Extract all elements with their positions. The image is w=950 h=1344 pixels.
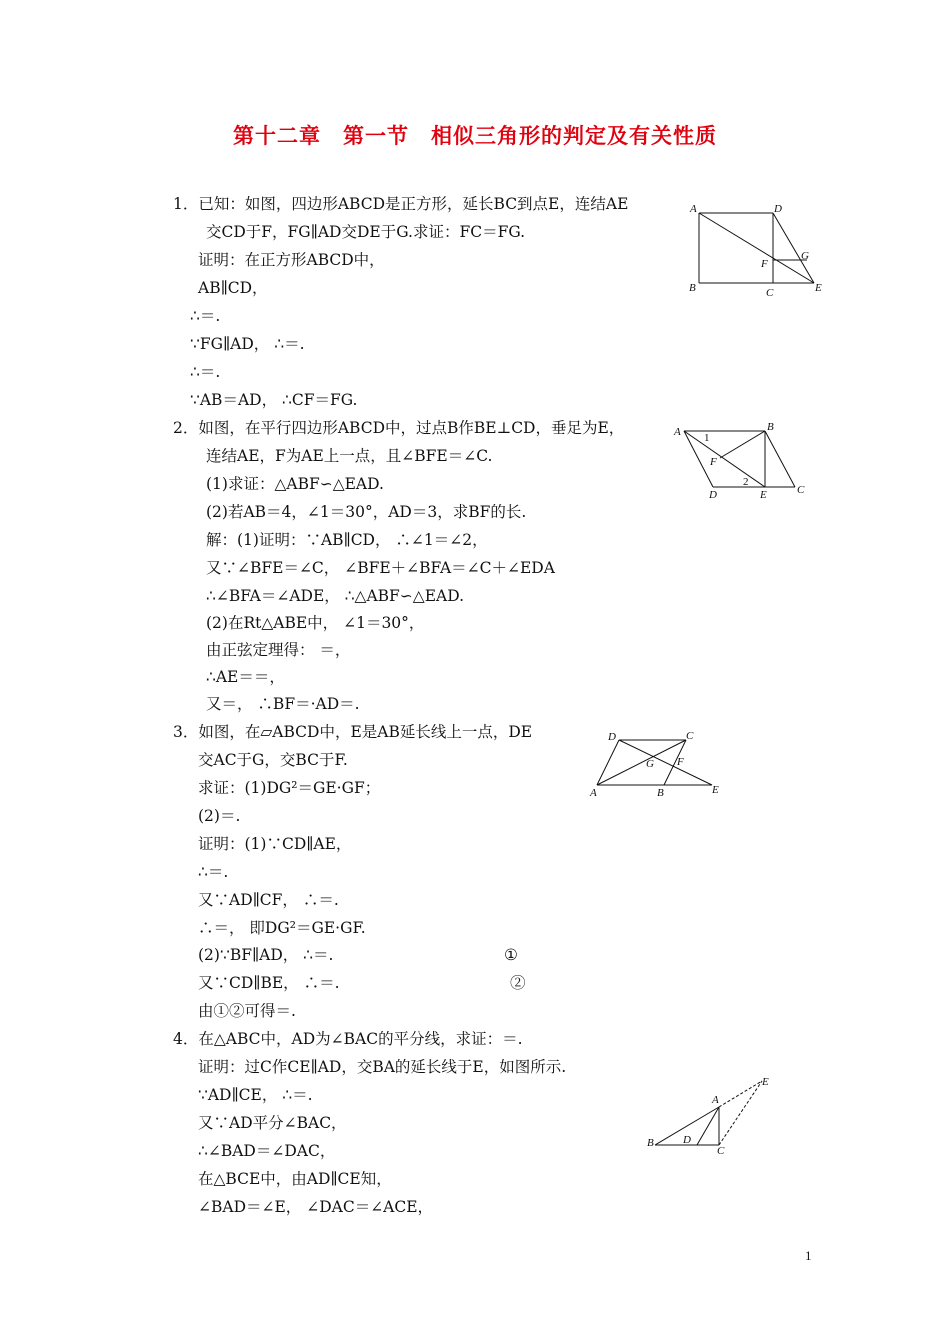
angle-label-2: 2 xyxy=(743,476,749,488)
text-line: 交AC于G，交BC于F. xyxy=(198,751,348,769)
text-line: ∵AB＝AD， ∴CF＝FG. xyxy=(190,391,358,409)
text-line: ∴∠BAD＝∠DAC， xyxy=(198,1142,336,1160)
text-line: ∴＝， 即DG²＝GE·GF. xyxy=(198,919,366,937)
figure-4-triangle xyxy=(645,1072,785,1158)
point-label-C: C xyxy=(717,1145,725,1157)
point-label-D: D xyxy=(709,489,717,501)
point-label-G: G xyxy=(801,250,809,262)
point-label-F: F xyxy=(677,756,684,768)
text-line: ∵AD∥CE， ∴＝. xyxy=(198,1086,313,1104)
point-label-F: F xyxy=(761,258,768,270)
text-line: 又＝， ∴BF＝·AD＝. xyxy=(206,695,360,713)
text-line: AB∥CD， xyxy=(198,279,268,297)
point-label-E: E xyxy=(815,282,822,294)
text-line: 又∵CD∥BE， ∴＝. ② xyxy=(198,974,526,992)
text-line: 证明：在正方形ABCD中， xyxy=(198,251,385,269)
point-label-B: B xyxy=(647,1137,654,1149)
point-label-D: D xyxy=(683,1134,691,1146)
text-line: 又∵AD∥CF， ∴＝. xyxy=(198,891,339,909)
text-line: 又∵∠BFE＝∠C， ∠BFE＋∠BFA＝∠C＋∠EDA xyxy=(206,559,555,577)
text-line: (2)∵BF∥AD， ∴＝. ① xyxy=(198,946,518,964)
text-line: 交CD于F，FG∥AD交DE于G.求证：FC＝FG. xyxy=(206,223,526,241)
point-label-G: G xyxy=(646,758,654,770)
page-title: 第十二章 第一节 相似三角形的判定及有关性质 xyxy=(233,124,717,148)
text-line: (1)求证：△ABF∽△EAD. xyxy=(206,475,384,493)
text-line: (2)在Rt△ABE中， ∠1＝30°， xyxy=(206,614,425,632)
point-label-E: E xyxy=(762,1076,769,1088)
point-label-A: A xyxy=(712,1094,719,1106)
point-label-A: A xyxy=(674,426,681,438)
text-line: ∴∠BFA＝∠ADE， ∴△ABF∽△EAD. xyxy=(206,587,465,605)
text-line: 由正弦定理得： ＝， xyxy=(206,641,351,659)
point-label-D: D xyxy=(774,203,782,215)
figure-3-parallelogram xyxy=(585,726,725,802)
text-line: ∠BAD＝∠E， ∠DAC＝∠ACE， xyxy=(198,1198,434,1216)
angle-label-1: 1 xyxy=(704,432,710,444)
text-line: ∴＝. xyxy=(198,863,229,881)
text-line: 由①②可得＝. xyxy=(198,1002,296,1020)
point-label-D: D xyxy=(608,731,616,743)
point-label-E: E xyxy=(712,784,719,796)
point-label-C: C xyxy=(766,287,774,299)
text-line: ∴＝. xyxy=(190,307,221,325)
text-line: 又∵AD平分∠BAC， xyxy=(198,1114,347,1132)
text-line: 求证：(1)DG²＝GE·GF； xyxy=(198,779,381,797)
text-line: 4．在△ABC中，AD为∠BAC的平分线，求证：＝. xyxy=(173,1030,523,1048)
figure-2-parallelogram xyxy=(670,420,815,504)
text-line: 2．如图，在平行四边形ABCD中，过点B作BE⊥CD，垂足为E， xyxy=(173,419,625,437)
figure-1-square xyxy=(680,196,830,304)
text-line: 在△BCE中，由AD∥CE知， xyxy=(198,1170,392,1188)
point-label-A: A xyxy=(690,203,697,215)
text-line: 证明：(1)∵CD∥AE， xyxy=(198,835,352,853)
text-line: 连结AE，F为AE上一点，且∠BFE＝∠C. xyxy=(206,447,493,465)
point-label-C: C xyxy=(686,730,694,742)
text-line: 解：(1)证明：∵AB∥CD， ∴∠1＝∠2， xyxy=(206,531,488,549)
text-line: 证明：过C作CE∥AD，交BA的延长线于E，如图所示. xyxy=(198,1058,567,1076)
point-label-A: A xyxy=(590,787,597,799)
point-label-B: B xyxy=(767,421,774,433)
page-number: 1 xyxy=(805,1248,812,1263)
point-label-E: E xyxy=(760,489,767,501)
text-line: 3．如图，在▱ABCD中，E是AB延长线上一点，DE xyxy=(173,723,533,741)
text-line: ∵FG∥AD， ∴＝. xyxy=(190,335,305,353)
point-label-F: F xyxy=(710,456,717,468)
text-line: (2)若AB＝4，∠1＝30°，AD＝3，求BF的长. xyxy=(206,503,527,521)
text-line: ∴＝. xyxy=(190,363,221,381)
text-line: 1．已知：如图，四边形ABCD是正方形，延长BC到点E，连结AE xyxy=(173,195,629,213)
text-line: ∴AE＝＝， xyxy=(206,668,285,686)
point-label-B: B xyxy=(689,282,696,294)
point-label-C: C xyxy=(797,484,805,496)
text-line: (2)＝. xyxy=(198,807,241,825)
point-label-B: B xyxy=(657,787,664,799)
